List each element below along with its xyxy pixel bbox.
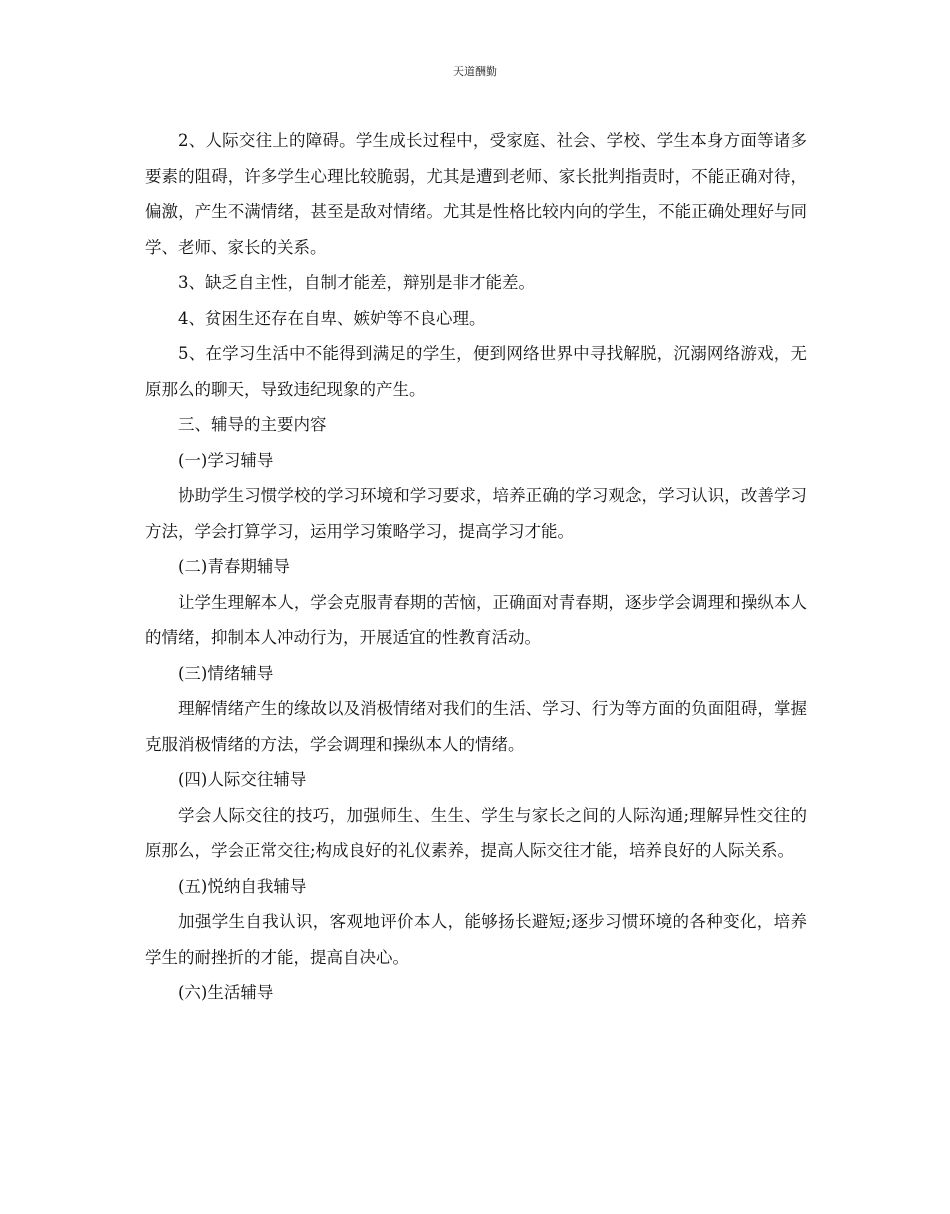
subsection-heading: (一)学习辅导 [178,450,274,470]
subsection-heading: (五)悦纳自我辅导 [178,876,307,896]
document-body [145,123,807,1011]
paragraph: 让学生理解本人，学会克服青春期的苦恼，正确面对青春期，逐步学会调理和操纵本人的情绪，抑制本人冲动行为，开展适宜的性教育活动。 [145,592,807,647]
paragraph: 协助学生习惯学校的学习环境和学习要求，培养正确的学习观念，学习认识，改善学习方法，学会打算学习，运用学习策略学习，提高学习才能。 [145,486,807,541]
subsection-heading: (六)生活辅导 [178,983,274,1002]
subsection-heading: (三)情绪辅导 [178,663,274,683]
paragraph: 理解情绪产生的缘故以及消极情绪对我们的生活、学习、行为等方面的负面阻碍，掌握克服消极情绪的方法，学会调理和操纵本人的情绪。 [145,699,807,754]
subsection-heading: (二)青春期辅导 [178,557,290,576]
paragraph: 5、在学习生活中不能得到满足的学生，便到网络世界中寻找解脱，沉溺网络游戏，无原那么的聊天，导致违纪现象的产生。 [145,344,807,399]
paragraph: 2、人际交往上的障碍。学生成长过程中，受家庭、社会、学校、学生本身方面等诸多要素的阻碍，许多学生心理比较脆弱，尤其是遭到老师、家长批判指责时，不能正确对待，偏激，产生不满情绪，甚至是敌对情绪。尤其是性格比较内向的学生，不能正确处理好与同学、老师、家长的关系。 [145,131,807,257]
paragraph: 3、缺乏自主性，自制才能差，辩别是非才能差。 [178,273,535,292]
paragraph: 学会人际交往的技巧，加强师生、生生、学生与家长之间的人际沟通;理解异性交往的原那么，学会正常交往;构成良好的礼仪素养，提高人际交往才能，培养良好的人际关系。 [145,805,807,860]
subsection-heading: (四)人际交往辅导 [178,770,307,789]
paragraph: 加强学生自我认识，客观地评价本人，能够扬长避短;逐步习惯环境的各种变化，培养学生的耐挫折的才能，提高自决心。 [145,912,807,967]
page-header: 天道酬勤 [453,65,497,78]
section-heading: 三、辅导的主要内容 [178,415,327,434]
paragraph: 4、贫困生还存在自卑、嫉妒等不良心理。 [178,308,486,328]
